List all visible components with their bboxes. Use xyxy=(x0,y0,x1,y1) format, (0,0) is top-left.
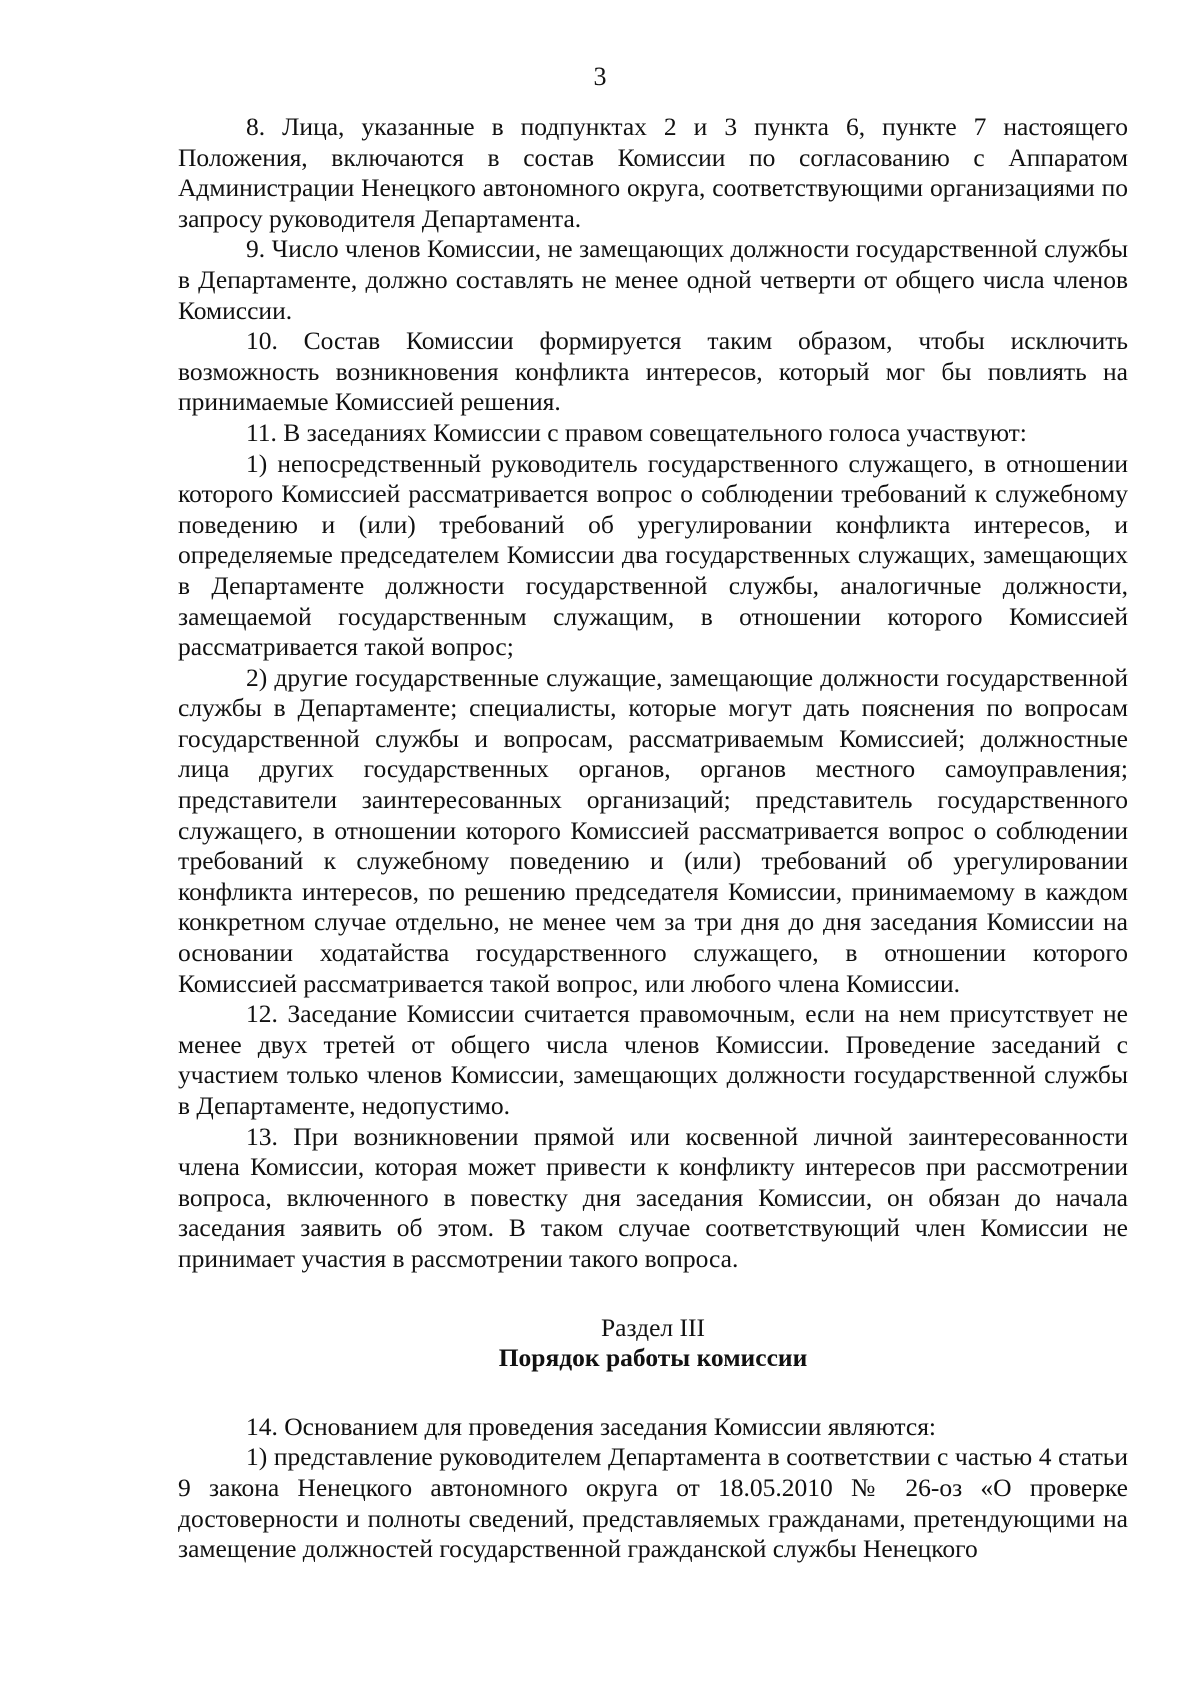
paragraph-11-item-1: 1) непосредственный руководитель государственного служащего, в отношении которого Комиссией рассматривается вопрос о соблюдении требований к служебному поведению и (или) требований об урегулировании конфликта интересов, и определяемые председателем Комиссии два государственных служащих, замещающих в Департаменте должности государственной службы, аналогичные должности, замещаемой государственным служащим, в отношении которого Комиссией рассматривается такой вопрос; xyxy=(178,448,1128,662)
paragraph-14: 14. Основанием для проведения заседания Комиссии являются: xyxy=(246,1411,937,1441)
paragraph-10: 10. Состав Комиссии формируется таким образом, чтобы исключить возможность возникновения конфликта интересов, который мог бы повлиять на принимаемые Комиссией решения. xyxy=(178,326,1128,417)
paragraph-11-item-2: 2) другие государственные служащие, замещающие должности государственной службы в Департаменте; специалисты, которые могут дать пояснения по вопросам государственной службы и вопросам, рассматриваемым Комиссией; должностные лица других государственных органов, органов местного самоуправления; представители заинтересованных организаций; представитель государственного служащего, в отношении которого Комиссией рассматривается вопрос о соблюдении требований к служебному поведению и (или) требований об урегулировании конфликта интересов, по решению председателя Комиссии, принимаемому в каждом конкретном случае отдельно, не менее чем за три дня до дня заседания Комиссии на основании ходатайства государственного служащего, в отношении которого Комиссией рассматривается такой вопрос, или любого члена Комиссии. xyxy=(178,662,1128,998)
paragraph-14-item-1: 1) представление руководителем Департамента в соответствии с частью 4 статьи 9 закона Ненецкого автономного округа от 18.05.2010 № 26-оз «О проверке достоверности и полноты сведений, представляемых гражданами, претендующими на замещение должностей государственной гражданской службы Ненецкого xyxy=(178,1442,1128,1564)
document-body xyxy=(178,112,1128,1565)
paragraph-13: 13. При возникновении прямой или косвенной личной заинтересованности члена Комиссии, которая может привести к конфликту интересов при рассмотрении вопроса, включенного в повестку дня заседания Комиссии, он обязан до начала заседания заявить об этом. В таком случае соответствующий член Комиссии не принимает участия в рассмотрении такого вопроса. xyxy=(178,1121,1128,1273)
page-number: 3 xyxy=(593,62,607,91)
paragraph-9: 9. Число членов Комиссии, не замещающих должности государственной службы в Департаменте, должно составлять не менее одной четверти от общего числа членов Комиссии. xyxy=(178,234,1128,325)
section-title: Порядок работы комиссии xyxy=(498,1343,808,1373)
paragraph-8: 8. Лица, указанные в подпунктах 2 и 3 пункта 6, пункте 7 настоящего Положения, включаются в состав Комиссии по согласованию с Аппаратом Администрации Ненецкого автономного округа, соответствующими организациями по запросу руководителя Департамента. xyxy=(178,112,1128,233)
paragraph-11: 11. В заседаниях Комиссии с правом совещательного голоса участвуют: xyxy=(246,417,1027,447)
section-label: Раздел III xyxy=(601,1312,705,1342)
section-heading xyxy=(178,1313,1128,1374)
paragraph-12: 12. Заседание Комиссии считается правомочным, если на нем присутствует не менее двух третей от общего числа членов Комиссии. Проведение заседаний с участием только членов Комиссии, замещающих должности государственной службы в Департаменте, недопустимо. xyxy=(178,999,1128,1120)
